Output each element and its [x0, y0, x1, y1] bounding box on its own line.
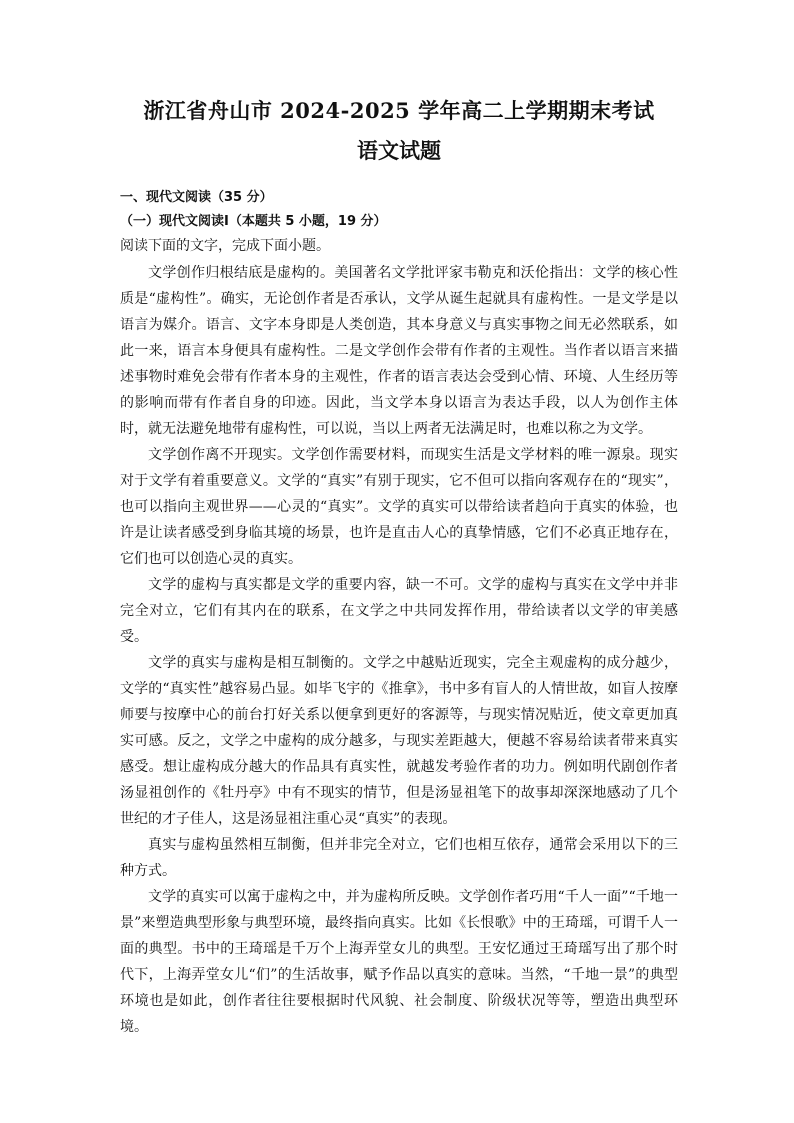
paragraph-4: 文学的真实与虚构是相互制衡的。文学之中越贴近现实，完全主观虚构的成分越少，文学的“真实性”越容易凸显。如毕飞宇的《推拿》，书中多有盲人的人情世故，如盲人按摩师要与按摩中心的前台打好关系以便拿到更好的客源等，与现实情况贴近，使文章更加真实可感。反之，文学之中虚构的成分越多，与现实差距越大，便越不容易给读者带来真实感受。想让虚构成分越大的作品具有真实性，就越发考验作者的功力。例如明代剧创作者汤显祖创作的《牡丹亭》中有不现实的情节，但是汤显祖笔下的故事却深深地感动了几个世纪的才子佳人，这是汤显祖注重心灵“真实”的表现。 — [120, 655, 678, 827]
sub-heading: （一）现代文阅读Ⅰ（本题共 5 小题，19 分） — [120, 214, 387, 229]
document-subtitle: 语文试题 — [357, 138, 441, 163]
paragraph-6: 文学的真实可以寓于虚构之中，并为虚构所反映。文学创作者巧用“千人一面”“千地一景”来塑造典型形象与典型环境，最终指向真实。比如《长恨歌》中的王琦瑶，可谓千人一面的典型。书中的王琦瑶是千万个上海弄堂女儿的典型。王安忆通过王琦瑶写出了那个时代下，上海弄堂女儿“们”的生活故事，赋予作品以真实的意味。当然，“千地一景”的典型环境也是如此，创作者往往要根据时代风貌、社会制度、阶级状况等等，塑造出典型环境。 — [120, 889, 678, 1035]
reading-instruction: 阅读下面的文字，完成下面小题。 — [120, 238, 330, 254]
section-heading: 一、现代文阅读（35 分） — [120, 190, 273, 205]
paragraph-5: 真实与虚构虽然相互制衡，但并非完全对立，它们也相互依存，通常会采用以下的三种方式。 — [120, 837, 678, 879]
document-title: 浙江省舟山市 2024-2025 学年高二上学期期末考试 — [143, 98, 655, 123]
paragraph-1: 文学创作归根结底是虚构的。美国著名文学批评家韦勒克和沃伦指出：文学的核心性质是“虚构性”。确实，无论创作者是否承认，文学从诞生起就具有虚构性。一是文学是以语言为媒介。语言、文字本身即是人类创造，其本身意义与真实事物之间无必然联系，如此一来，语言本身便具有虚构性。二是文学创作会带有作者的主观性。当作者以语言来描述事物时难免会带有作者本身的主观性，作者的语言表达会受到心情、环境、人生经历等的影响而带有作者自身的印迹。因此，当文学本身以语言为表达手段，以人为创作主体时，就无法避免地带有虚构性，可以说，当以上两者无法满足时，也难以称之为文学。 — [120, 265, 678, 437]
paragraph-2: 文学创作离不开现实。文学创作需要材料，而现实生活是文学材料的唯一源泉。现实对于文学有着重要意义。文学的“真实”有别于现实，它不但可以指向客观存在的“现实”，也可以指向主观世界——心灵的“真实”。文学的真实可以带给读者趋向于真实的体验，也许是让读者感受到身临其境的场景，也许是直击人心的真挚情感，它们不必真正地存在，它们也可以创造心灵的真实。 — [120, 447, 678, 567]
paragraph-3: 文学的虚构与真实都是文学的重要内容，缺一不可。文学的虚构与真实在文学中并非完全对立，它们有其内在的联系，在文学之中共同发挥作用，带给读者以文学的审美感受。 — [120, 577, 678, 645]
